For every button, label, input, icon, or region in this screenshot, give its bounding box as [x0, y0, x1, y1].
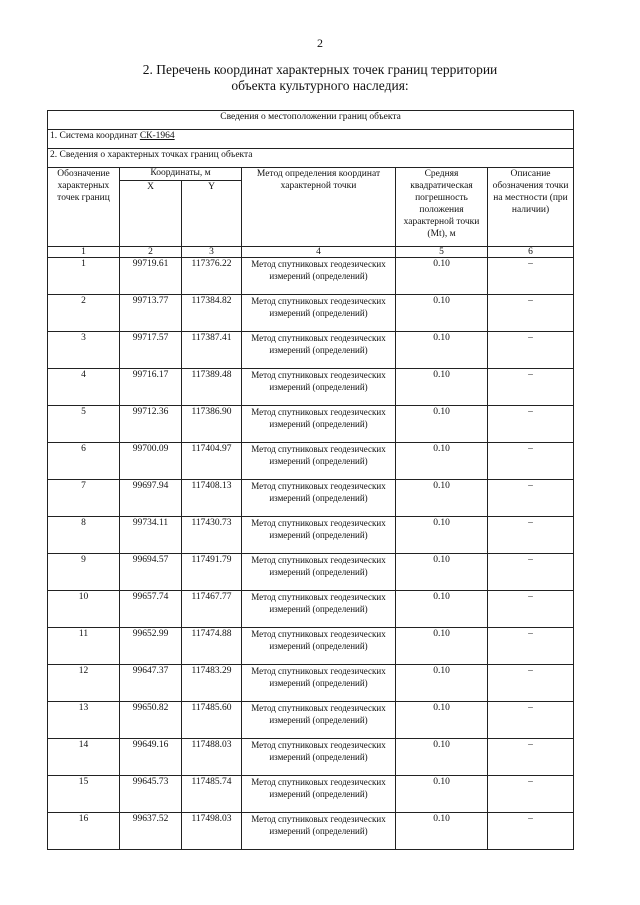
- table-row: [48, 295, 574, 332]
- description: –: [488, 591, 574, 628]
- table-row: [48, 369, 574, 406]
- section-title: [60, 62, 580, 94]
- point-id: 10: [48, 591, 120, 628]
- column-number: 6: [488, 247, 574, 258]
- coordinate-x: 99694.57: [120, 554, 182, 591]
- error-value: 0.10: [396, 295, 488, 332]
- description: –: [488, 443, 574, 480]
- coordinates-table: [47, 110, 574, 850]
- method: Метод спутниковых геодезических измерений (определений): [242, 591, 396, 628]
- point-id: 8: [48, 517, 120, 554]
- coordinate-x: 99645.73: [120, 776, 182, 813]
- method: Метод спутниковых геодезических измерений (определений): [242, 369, 396, 406]
- column-number: 3: [182, 247, 242, 258]
- method: Метод спутниковых геодезических измерений (определений): [242, 332, 396, 369]
- coordinate-y: 117430.73: [182, 517, 242, 554]
- coordinate-x: 99713.77: [120, 295, 182, 332]
- column-numbers-row: [48, 247, 574, 258]
- description: –: [488, 628, 574, 665]
- coordinate-x: 99716.17: [120, 369, 182, 406]
- column-number: 1: [48, 247, 120, 258]
- description: –: [488, 258, 574, 295]
- header-coordinates: Координаты, м: [120, 168, 242, 181]
- point-id: 1: [48, 258, 120, 295]
- table-row: [48, 702, 574, 739]
- coordinate-x: 99700.09: [120, 443, 182, 480]
- coordinate-y: 117491.79: [182, 554, 242, 591]
- method: Метод спутниковых геодезических измерений (определений): [242, 813, 396, 850]
- point-id: 5: [48, 406, 120, 443]
- point-id: 9: [48, 554, 120, 591]
- table-row: [48, 443, 574, 480]
- coordinate-y: 117386.90: [182, 406, 242, 443]
- description: –: [488, 776, 574, 813]
- method: Метод спутниковых геодезических измерений (определений): [242, 628, 396, 665]
- error-value: 0.10: [396, 591, 488, 628]
- column-number: 4: [242, 247, 396, 258]
- table-row: [48, 480, 574, 517]
- coordinate-y: 117404.97: [182, 443, 242, 480]
- description: –: [488, 369, 574, 406]
- section-title-line-2: объекта культурного наследия:: [231, 78, 409, 93]
- coordinate-x: 99652.99: [120, 628, 182, 665]
- point-id: 15: [48, 776, 120, 813]
- method: Метод спутниковых геодезических измерений (определений): [242, 295, 396, 332]
- method: Метод спутниковых геодезических измерений (определений): [242, 702, 396, 739]
- coordinate-y: 117387.41: [182, 332, 242, 369]
- header-method: Метод определения координат характерной точки: [242, 168, 396, 247]
- table-row: [48, 517, 574, 554]
- method: Метод спутниковых геодезических измерений (определений): [242, 739, 396, 776]
- error-value: 0.10: [396, 443, 488, 480]
- description: –: [488, 739, 574, 776]
- coordinate-y: 117384.82: [182, 295, 242, 332]
- description: –: [488, 332, 574, 369]
- coordinate-y: 117485.74: [182, 776, 242, 813]
- coordinate-x: 99649.16: [120, 739, 182, 776]
- error-value: 0.10: [396, 702, 488, 739]
- table-row: [48, 554, 574, 591]
- error-value: 0.10: [396, 258, 488, 295]
- coordinate-x: 99650.82: [120, 702, 182, 739]
- method: Метод спутниковых геодезических измерений (определений): [242, 258, 396, 295]
- description: –: [488, 702, 574, 739]
- coordinate-y: 117488.03: [182, 739, 242, 776]
- header-y: Y: [182, 181, 242, 247]
- error-value: 0.10: [396, 776, 488, 813]
- coordinate-x: 99717.57: [120, 332, 182, 369]
- point-id: 11: [48, 628, 120, 665]
- table-row: [48, 665, 574, 702]
- description: –: [488, 406, 574, 443]
- coordinate-x: 99712.36: [120, 406, 182, 443]
- table-row: [48, 332, 574, 369]
- description: –: [488, 665, 574, 702]
- header-point-label: Обозначение характерных точек границ: [48, 168, 120, 247]
- page-number: 2: [317, 36, 323, 50]
- coordinate-y: 117485.60: [182, 702, 242, 739]
- description: –: [488, 480, 574, 517]
- coordinate-system-row: [48, 130, 574, 149]
- column-number: 2: [120, 247, 182, 258]
- coordinate-x: 99719.61: [120, 258, 182, 295]
- coordinate-y: 117483.29: [182, 665, 242, 702]
- error-value: 0.10: [396, 406, 488, 443]
- table-row: [48, 591, 574, 628]
- table-row: [48, 406, 574, 443]
- description: –: [488, 295, 574, 332]
- coordinate-x: 99697.94: [120, 480, 182, 517]
- error-value: 0.10: [396, 517, 488, 554]
- coordinate-x: 99647.37: [120, 665, 182, 702]
- table-row: [48, 776, 574, 813]
- method: Метод спутниковых геодезических измерений (определений): [242, 443, 396, 480]
- coordinate-x: 99734.11: [120, 517, 182, 554]
- error-value: 0.10: [396, 332, 488, 369]
- point-id: 2: [48, 295, 120, 332]
- description: –: [488, 813, 574, 850]
- table-row: [48, 258, 574, 295]
- header-description: Описание обозначения точки на местности (при наличии): [488, 168, 574, 247]
- coordinate-y: 117467.77: [182, 591, 242, 628]
- column-number: 5: [396, 247, 488, 258]
- method: Метод спутниковых геодезических измерений (определений): [242, 406, 396, 443]
- table-row: [48, 628, 574, 665]
- error-value: 0.10: [396, 369, 488, 406]
- header-error: Средняя квадратическая погрешность положения характерной точки (Mt), м: [396, 168, 488, 247]
- error-value: 0.10: [396, 480, 488, 517]
- point-id: 6: [48, 443, 120, 480]
- point-id: 14: [48, 739, 120, 776]
- table-row: [48, 813, 574, 850]
- error-value: 0.10: [396, 554, 488, 591]
- table-banner: Сведения о местоположении границ объекта: [48, 111, 574, 130]
- table-row: [48, 739, 574, 776]
- error-value: 0.10: [396, 665, 488, 702]
- coordinate-y: 117389.48: [182, 369, 242, 406]
- coordinate-system-label: 1. Система координат: [50, 131, 138, 141]
- point-id: 13: [48, 702, 120, 739]
- method: Метод спутниковых геодезических измерений (определений): [242, 776, 396, 813]
- point-id: 12: [48, 665, 120, 702]
- section-title-line-1: 2. Перечень координат характерных точек границ территории: [142, 62, 498, 77]
- header-x: X: [120, 181, 182, 247]
- coordinate-y: 117408.13: [182, 480, 242, 517]
- method: Метод спутниковых геодезических измерений (определений): [242, 480, 396, 517]
- coordinate-system-value: СК-1964: [139, 131, 175, 141]
- coordinate-y: 117498.03: [182, 813, 242, 850]
- error-value: 0.10: [396, 628, 488, 665]
- coordinate-y: 117376.22: [182, 258, 242, 295]
- description: –: [488, 517, 574, 554]
- point-id: 7: [48, 480, 120, 517]
- error-value: 0.10: [396, 813, 488, 850]
- description: –: [488, 554, 574, 591]
- method: Метод спутниковых геодезических измерений (определений): [242, 554, 396, 591]
- point-id: 4: [48, 369, 120, 406]
- method: Метод спутниковых геодезических измерений (определений): [242, 517, 396, 554]
- error-value: 0.10: [396, 739, 488, 776]
- method: Метод спутниковых геодезических измерений (определений): [242, 665, 396, 702]
- coordinate-x: 99657.74: [120, 591, 182, 628]
- point-id: 3: [48, 332, 120, 369]
- coordinate-y: 117474.88: [182, 628, 242, 665]
- coordinate-x: 99637.52: [120, 813, 182, 850]
- point-id: 16: [48, 813, 120, 850]
- points-section-row: 2. Сведения о характерных точках границ объекта: [48, 149, 574, 168]
